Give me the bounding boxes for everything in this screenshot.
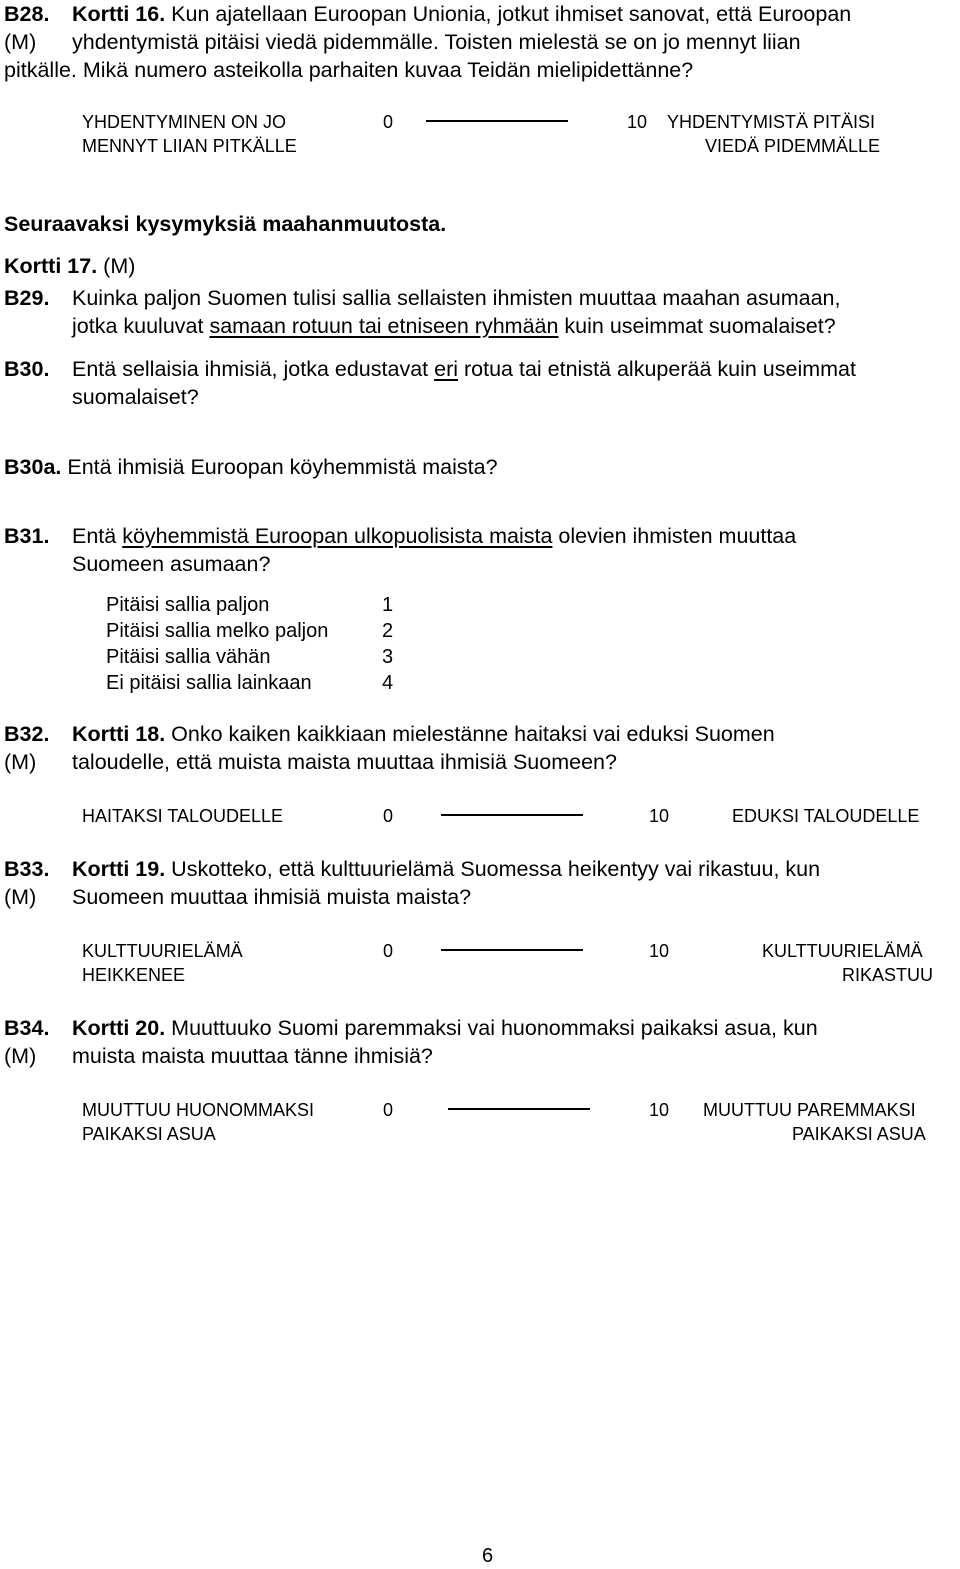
scale-right-label-b32: EDUKSI TALOUDELLE [732,806,920,826]
scale-left-label-b28-2: MENNYT LIIAN PITKÄLLE [82,136,297,156]
question-number-b30: B30. [4,357,50,381]
question-text-b34-line2: muista maista muuttaa tänne ihmisiä? [72,1044,433,1068]
scale-left-label-b33-2: HEIKKENEE [82,965,186,985]
question-text-b29-line1: Kuinka paljon Suomen tulisi sallia sellaisten ihmisten muuttaa maahan asumaan, [72,286,841,310]
kortti-label: Kortti 16. [72,2,166,26]
scale-zero-b34: 0 [383,1100,394,1120]
question-text-b29-line2: jotka kuuluvat samaan rotuun tai etniseen ryhmään kuin useimmat suomalaiset? [72,314,836,338]
section-heading: Seuraavaksi kysymyksiä maahanmuutosta. [4,212,447,236]
question-text-b32-line1: Kortti 18. Onko kaiken kaikkiaan mielestänne haitaksi vai eduksi Suomen [72,722,775,746]
scale-right-label-b33: KULTTUURIELÄMÄ [762,941,923,961]
mark-m-b32: (M) [4,750,37,774]
option-label: Ei pitäisi sallia lainkaan [106,672,312,694]
option-label: Pitäisi sallia vähän [106,646,271,668]
scale-right-label-b28: YHDENTYMISTÄ PITÄISI [667,112,876,132]
option-label: Pitäisi sallia melko paljon [106,620,329,642]
scale-left-label-b34: MUUTTUU HUONOMMAKSI [82,1100,314,1120]
scale-line-b32 [441,814,583,816]
question-text-b28-line3: pitkälle. Mikä numero asteikolla parhaiten kuvaa Teidän mielipidettänne? [4,58,694,82]
scale-ten-b33: 10 [649,941,670,961]
question-text-b33-line1: Kortti 19. Uskotteko, että kulttuurielämä Suomessa heikentyy vai rikastuu, kun [72,857,821,881]
scale-left-label-b28: YHDENTYMINEN ON JO [82,112,287,132]
question-number-b29: B29. [4,286,50,310]
question-text-b30-line1: Entä sellaisia ihmisiä, jotka edustavat eri rotua tai etnistä alkuperää kuin useimmat [72,357,856,381]
question-number-b33: B33. [4,857,50,881]
scale-line-b33 [441,949,583,951]
question-text-b31-line2: Suomeen asumaan? [72,552,271,576]
scale-ten-b28: 10 [627,112,648,132]
mark-m-b34: (M) [4,1044,37,1068]
scale-zero-b28: 0 [383,112,394,132]
page-number: 6 [482,1545,494,1567]
kortti-label: Kortti 19. [72,857,166,881]
question-number-b31: B31. [4,524,50,548]
question-text-b33-line2: Suomeen muuttaa ihmisiä muista maista? [72,885,472,909]
scale-left-label-b34-2: PAIKAKSI ASUA [82,1124,216,1144]
scale-ten-b34: 10 [649,1100,670,1120]
scale-left-label-b33: KULTTUURIELÄMÄ [82,941,243,961]
option-code: 4 [382,672,394,694]
question-text-b30-line2: suomalaiset? [72,385,199,409]
question-number-b28: B28. [4,2,50,26]
question-text-b28-line2: yhdentymistä pitäisi viedä pidemmälle. Toisten mielestä se on jo mennyt liian [72,30,801,54]
scale-left-label-b32: HAITAKSI TALOUDELLE [82,806,284,826]
question-text-b28-line1: Kortti 16. Kun ajatellaan Euroopan Unionia, jotkut ihmiset sanovat, että Euroopan [72,2,852,26]
scale-right-label-b34-2: PAIKAKSI ASUA [792,1124,926,1144]
question-number-b30a: B30a. [4,455,62,479]
scale-line-b34 [448,1108,590,1110]
kortti-17: Kortti 17. (M) [4,254,136,278]
mark-m-b28: (M) [4,30,37,54]
scale-right-label-b34: MUUTTUU PAREMMAKSI [703,1100,916,1120]
question-text-b34-line1: Kortti 20. Muuttuuko Suomi paremmaksi vai huonommaksi paikaksi asua, kun [72,1016,818,1040]
question-text-b32-line2: taloudelle, että muista maista muuttaa ihmisiä Suomeen? [72,750,617,774]
question-text-b31-line1: Entä köyhemmistä Euroopan ulkopuolisista maista olevien ihmisten muuttaa [72,524,797,548]
scale-zero-b32: 0 [383,806,394,826]
scale-right-label-b28-2: VIEDÄ PIDEMMÄLLE [705,136,881,156]
scale-line-b28 [426,120,568,122]
kortti-label: Kortti 18. [72,722,166,746]
question-number-b34: B34. [4,1016,50,1040]
question-number-b32: B32. [4,722,50,746]
option-code: 1 [382,594,394,616]
scale-right-label-b33-2: RIKASTUU [842,965,934,985]
mark-m-b33: (M) [4,885,37,909]
option-label: Pitäisi sallia paljon [106,594,270,616]
scale-ten-b32: 10 [649,806,670,826]
kortti-label: Kortti 20. [72,1016,166,1040]
question-b30a: B30a. Entä ihmisiä Euroopan köyhemmistä maista? [4,455,498,479]
option-code: 2 [382,620,394,642]
scale-zero-b33: 0 [383,941,394,961]
option-code: 3 [382,646,394,668]
